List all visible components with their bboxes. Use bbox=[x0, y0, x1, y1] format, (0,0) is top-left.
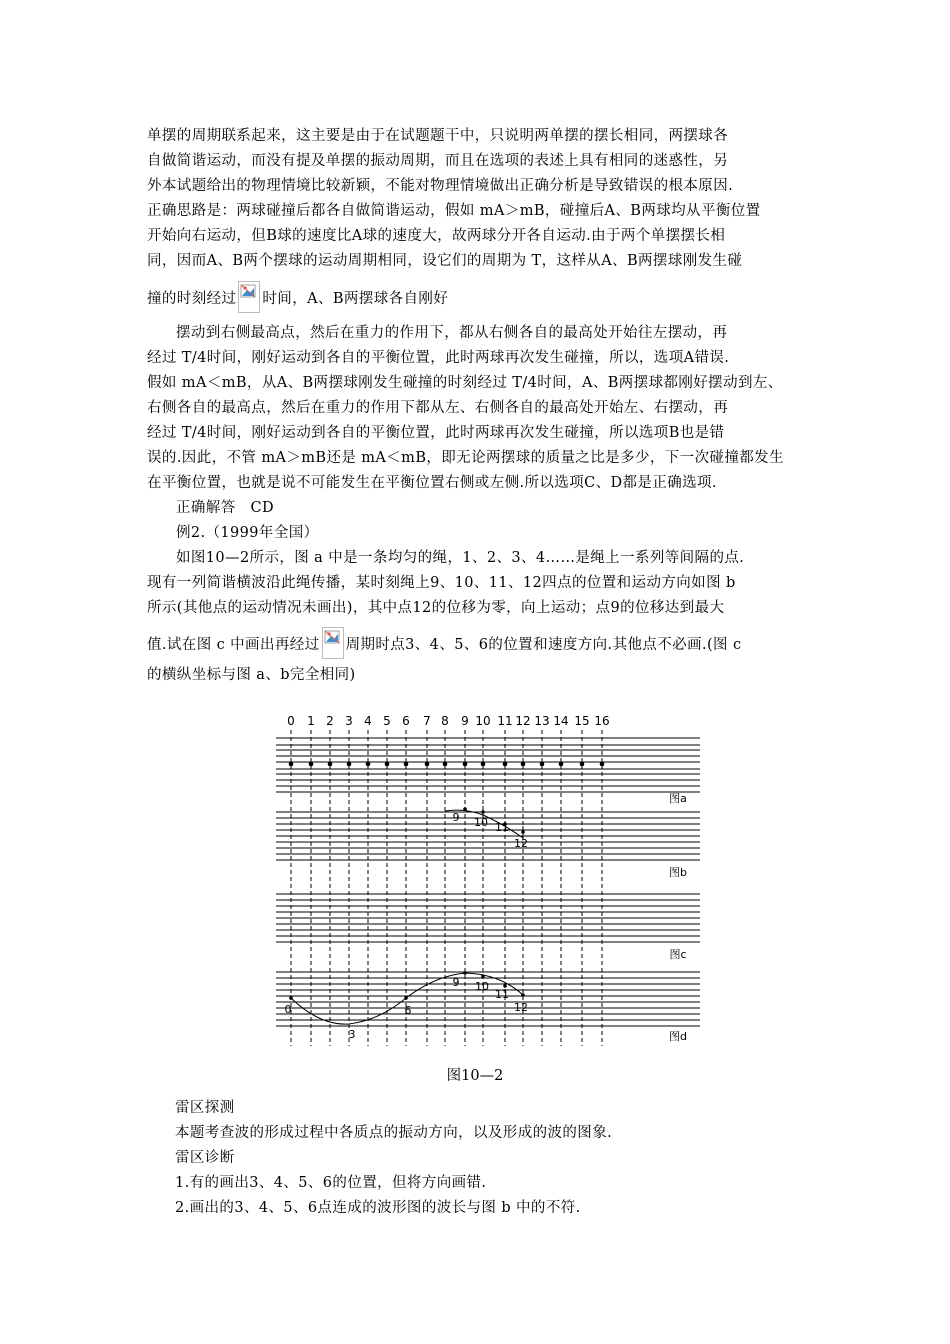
rope-point bbox=[366, 762, 371, 767]
column-number-label: 1 bbox=[307, 714, 315, 728]
column-number-label: 4 bbox=[364, 714, 372, 728]
rope-point bbox=[289, 762, 294, 767]
section-heading: 雷区诊断 bbox=[175, 1150, 235, 1166]
column-number-label: 8 bbox=[441, 714, 449, 728]
text-line bbox=[147, 274, 807, 316]
text-line: 摆动到右侧最高点，然后在重力的作用下，都从右侧各自的最高处开始往左摆动，再 bbox=[176, 325, 728, 341]
column-number-label: 2 bbox=[326, 714, 334, 728]
wave-figure-drawing bbox=[270, 708, 710, 1058]
wave-point-d bbox=[481, 974, 485, 978]
section-heading: 雷区探测 bbox=[175, 1100, 235, 1116]
text-segment: 撞的时刻经过 bbox=[147, 291, 237, 307]
column-number-label: 10 bbox=[475, 714, 491, 728]
point-label-d: 3 bbox=[348, 1028, 356, 1041]
rope-point bbox=[559, 762, 564, 767]
column-number-label: 9 bbox=[461, 714, 469, 728]
rope-point bbox=[404, 762, 409, 767]
rope-point bbox=[503, 762, 508, 767]
paragraph-explanation bbox=[147, 321, 807, 688]
rope-point bbox=[309, 762, 314, 767]
text-segment: 值.试在图 c 中画出再经过 bbox=[147, 637, 320, 653]
point-label-b: 10 bbox=[474, 816, 488, 829]
column-number-label: 5 bbox=[383, 714, 391, 728]
column-number-label: 14 bbox=[553, 714, 569, 728]
point-label-d: 6 bbox=[404, 1004, 412, 1017]
rope-point bbox=[347, 762, 352, 767]
text-line bbox=[147, 621, 807, 663]
wave-point-b bbox=[463, 807, 467, 811]
correct-answer: 正确解答 CD bbox=[176, 500, 275, 516]
wave-point-d bbox=[289, 996, 293, 1000]
rope-point bbox=[580, 762, 585, 767]
wave-figure bbox=[270, 708, 710, 1058]
point-label-d: 12 bbox=[514, 1001, 528, 1014]
paragraph-analysis bbox=[147, 124, 807, 316]
example-heading: 例2.（1999年全国） bbox=[176, 525, 319, 541]
wave-point-d bbox=[463, 971, 467, 975]
broken-image-icon bbox=[238, 281, 260, 313]
rope-point bbox=[540, 762, 545, 767]
text-line: 同，因而A、B两个摆球的运动周期相同，设它们的周期为 T，这样从A、B两摆球刚发生碰 bbox=[147, 253, 743, 269]
text-segment: 周期时点3、4、5、6的位置和速度方向.其他点不必画.(图 c bbox=[345, 637, 742, 653]
text-line: 本题考查波的形成过程中各质点的振动方向，以及形成的波的图象. bbox=[175, 1125, 613, 1141]
column-number-label: 6 bbox=[402, 714, 410, 728]
column-number-label: 15 bbox=[574, 714, 590, 728]
point-label-b: 11 bbox=[495, 821, 509, 834]
text-line: 假如 mA＜mB，从A、B两摆球刚发生碰撞的时刻经过 T/4时间，A、B两摆球都刚好摆动到左、 bbox=[147, 375, 783, 391]
rope-point bbox=[425, 762, 430, 767]
text-line: 1.有的画出3、4、5、6的位置，但将方向画错. bbox=[175, 1175, 487, 1191]
text-line: 正确思路是：两球碰撞后都各自做简谐运动，假如 mA＞mB，碰撞后A、B两球均从平衡位置 bbox=[147, 203, 761, 219]
rope-point bbox=[463, 762, 468, 767]
text-line: 经过 T/4时间，刚好运动到各自的平衡位置，此时两球再次发生碰撞，所以，选项A错误. bbox=[147, 350, 730, 366]
notes-section bbox=[175, 1096, 815, 1221]
column-number-label: 7 bbox=[423, 714, 431, 728]
panel-label: 图d bbox=[669, 1030, 687, 1043]
text-line: 所示(其他点的运动情况未画出)，其中点12的位移为零，向上运动；点9的位移达到最大 bbox=[147, 600, 725, 616]
rope-point bbox=[521, 762, 526, 767]
point-label-b: 12 bbox=[514, 837, 528, 850]
text-line: 的横纵坐标与图 a、b完全相同) bbox=[147, 667, 356, 683]
column-number-label: 0 bbox=[287, 714, 295, 728]
point-label-d: 9 bbox=[452, 976, 460, 989]
point-label-b: 9 bbox=[452, 811, 460, 824]
broken-image-icon bbox=[322, 627, 344, 659]
text-line: 如图10—2所示，图 a 中是一条均匀的绳，1、2、3、4……是绳上一系列等间隔的点. bbox=[176, 550, 745, 566]
text-line: 在平衡位置，也就是说不可能发生在平衡位置右侧或左侧.所以选项C、D都是正确选项. bbox=[147, 475, 717, 491]
point-label-d: 10 bbox=[475, 980, 489, 993]
point-label-d: 11 bbox=[495, 988, 509, 1001]
rope-point bbox=[443, 762, 448, 767]
rope-point bbox=[481, 762, 486, 767]
text-line: 右侧各自的最高点，然后在重力的作用下都从左、右侧各自的最高处开始左、右摆动，再 bbox=[147, 400, 729, 416]
column-number-label: 16 bbox=[594, 714, 610, 728]
text-line: 自做简谐运动，而没有提及单摆的振动周期，而且在选项的表述上具有相同的迷惑性，另 bbox=[147, 153, 729, 169]
panel-label: 图b bbox=[669, 866, 687, 879]
text-segment: 时间，A、B两摆球各自刚好 bbox=[262, 291, 449, 307]
point-label-d: 0 bbox=[284, 1003, 292, 1016]
figure-caption: 图10—2 bbox=[446, 1068, 504, 1084]
wave-point-d bbox=[404, 996, 408, 1000]
column-number-label: 11 bbox=[497, 714, 513, 728]
wave-point-d bbox=[521, 993, 525, 997]
panel-label: 图a bbox=[669, 792, 687, 805]
rope-point bbox=[328, 762, 333, 767]
text-line: 2.画出的3、4、5、6点连成的波形图的波长与图 b 中的不符. bbox=[175, 1200, 581, 1216]
text-line: 开始向右运动，但B球的速度比A球的速度大，故两球分开各自运动.由于两个单摆摆长相 bbox=[147, 228, 726, 244]
rope-point bbox=[385, 762, 390, 767]
rope-point bbox=[600, 762, 605, 767]
panel-label: 图c bbox=[669, 948, 687, 961]
text-line: 外本试题给出的物理情境比较新颖，不能对物理情境做出正确分析是导致错误的根本原因. bbox=[147, 178, 734, 194]
text-line: 误的.因此，不管 mA＞mB还是 mA＜mB，即无论两摆球的质量之比是多少，下一次碰撞都发生 bbox=[147, 450, 784, 466]
column-number-label: 13 bbox=[534, 714, 550, 728]
text-line: 现有一列简谐横波沿此绳传播，某时刻绳上9、10、11、12四点的位置和运动方向如图 b bbox=[147, 575, 736, 591]
text-line: 单摆的周期联系起来，这主要是由于在试题题干中，只说明两单摆的摆长相同，两摆球各 bbox=[147, 128, 729, 144]
column-number-label: 3 bbox=[345, 714, 353, 728]
column-number-label: 12 bbox=[515, 714, 531, 728]
text-line: 经过 T/4时间，刚好运动到各自的平衡位置，此时两球再次发生碰撞，所以选项B也是错 bbox=[147, 425, 725, 441]
